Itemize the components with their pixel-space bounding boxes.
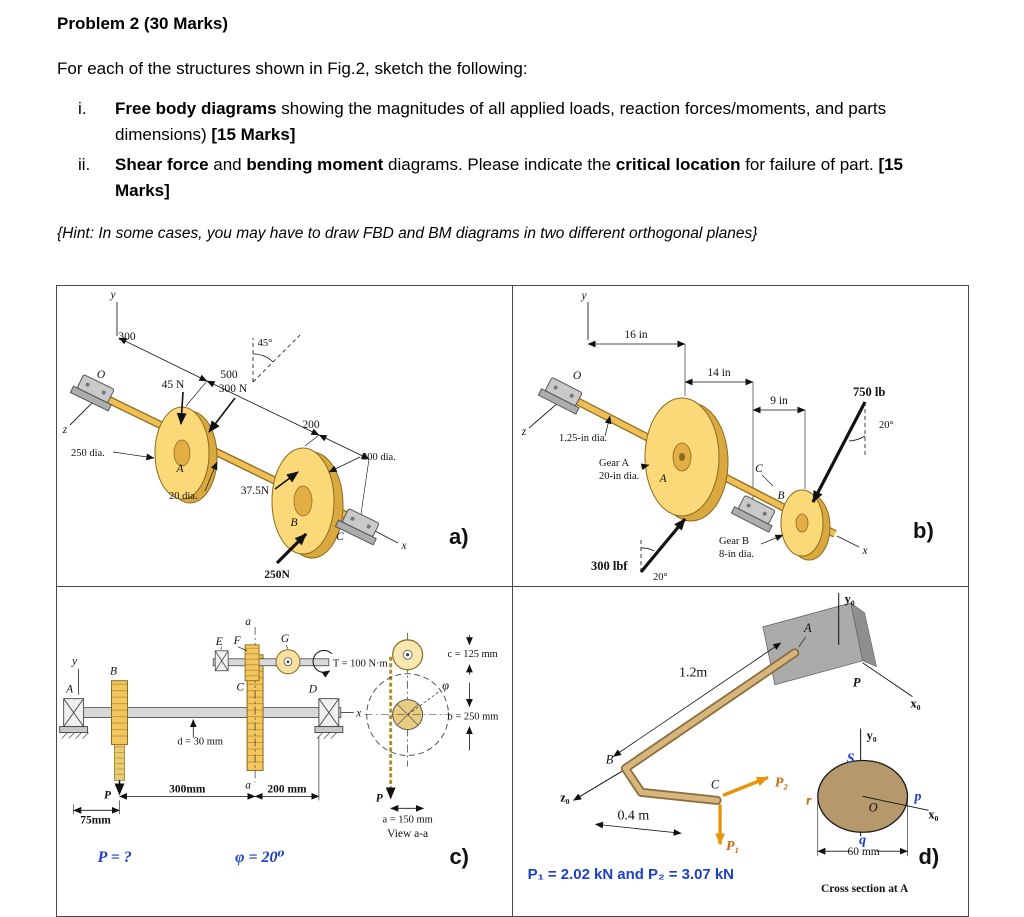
instruction-ii-number: ii. <box>78 155 91 174</box>
dim-a-150-label: a = 150 mm <box>382 814 433 826</box>
point-c-label-c: C <box>236 681 244 694</box>
figure-d-panel <box>512 586 968 916</box>
instruction-ii-text1: and <box>208 155 247 174</box>
axis-y0-cs-label: y₀ <box>866 728 877 743</box>
instruction-ii-bold3: critical location <box>615 155 741 174</box>
chain-left <box>115 745 125 795</box>
instruction-i <box>57 96 962 147</box>
force-300n-label: 300 N <box>218 383 248 395</box>
force-375n-label: 37.5N <box>240 485 270 497</box>
point-a-label-a: A <box>176 463 184 475</box>
panel-letter-b: b) <box>913 518 934 543</box>
instruction-ii-text2: diagrams. Please indicate the <box>383 155 616 174</box>
question-p-label: P = ? <box>97 849 132 867</box>
angle-45-label: 45° <box>257 338 273 349</box>
instruction-ii-bold1: Shear force <box>115 155 209 174</box>
point-c-label-b: C <box>755 463 763 475</box>
instruction-ii-marks: [15 Marks] <box>115 155 904 200</box>
cs-p-label: p <box>914 789 922 805</box>
torque-label: T = 100 N·m <box>332 658 388 670</box>
figure-a-drawing <box>57 286 512 586</box>
question-phi-label: φ = 20⁰ <box>235 849 285 867</box>
axis-y0-top-label: y₀ <box>844 591 855 606</box>
figure-d-drawing <box>513 587 968 916</box>
point-b-label-d: B <box>605 752 614 767</box>
angle-20-top-label: 20° <box>879 420 894 431</box>
gear-a-disc <box>645 398 728 521</box>
dia-300-label: 300 dia. <box>362 452 396 463</box>
instruction-ii <box>57 152 962 203</box>
point-c-label-a: C <box>336 531 344 543</box>
dim-b-250-label: b = 250 mm <box>447 711 499 723</box>
gear-a-name: Gear A <box>599 458 630 469</box>
dim-200-a: 200 <box>302 419 320 431</box>
dim-200mm: 200 mm <box>267 783 307 796</box>
instruction-ii-bold2: bending moment <box>246 155 384 174</box>
phi-label: φ <box>442 678 449 693</box>
cs-q-label: q <box>859 833 867 849</box>
bearing-e <box>215 651 228 671</box>
axis-x0-cs-label: x₀ <box>928 807 939 822</box>
force-p2-label: P₂ <box>774 775 789 791</box>
axis-z0-label: z₀ <box>560 790 570 805</box>
hint-text: {Hint: In some cases, you may have to draw FBD and BM diagrams in two different orthogonal planes} <box>57 225 758 242</box>
point-a-label-d: A <box>803 620 812 635</box>
force-45n-label: 45 N <box>161 379 185 391</box>
point-a-label-b: A <box>659 473 667 485</box>
angle-20-bottom-label: 20° <box>653 572 668 583</box>
dim-300mm: 300mm <box>169 783 206 796</box>
axis-y-label-b: y <box>581 290 587 302</box>
point-b-label-c: B <box>110 665 118 678</box>
gear-b-name: Gear B <box>719 536 750 547</box>
instruction-ii-text3: for failure of part. <box>740 155 879 174</box>
dia-250-label: 250 dia. <box>71 448 105 459</box>
cross-section-caption: Cross section at A <box>820 883 909 896</box>
force-p-right-label: P <box>375 792 383 805</box>
panel-letter-d: d) <box>918 844 940 870</box>
panel-letter-c: c) <box>449 844 469 870</box>
dim-300-a: 300 <box>118 331 136 343</box>
instruction-i-bold1: Free body diagrams <box>115 99 277 118</box>
dimension-lines-c <box>74 737 319 815</box>
gear-a-dia: 20-in dia. <box>599 471 640 482</box>
instruction-i-text <box>115 96 960 147</box>
figure-c-panel <box>57 586 512 916</box>
point-a-label-c: A <box>66 683 74 696</box>
point-b-label-a: B <box>290 517 298 529</box>
pulley-b-disc <box>272 448 343 558</box>
figure-b-drawing <box>513 286 968 586</box>
instruction-i-text1: showing the magnitudes of all applied loads, reaction forces/moments, and parts dimensions) <box>115 99 887 144</box>
gear-g-circle <box>276 650 300 674</box>
support-a <box>60 699 89 739</box>
shaft-dia-label: 1.25-in dia. <box>559 433 608 444</box>
dim-60mm-label: 60 mm <box>847 846 880 859</box>
axis-z-label-b: z <box>521 426 527 438</box>
gear-b-dia: 8-in dia. <box>719 549 754 560</box>
gear-b-disc <box>781 490 830 560</box>
axis-x0-label: x₀ <box>910 696 921 711</box>
force-250n-label: 250N <box>264 569 290 581</box>
pulley-a-disc <box>155 407 217 503</box>
figure-c-drawing <box>57 587 512 916</box>
force-arrows-d <box>720 777 768 844</box>
view-aa-label: View a-a <box>387 828 429 841</box>
dia-20-label: 20 dia. <box>169 491 198 502</box>
section-a-bottom-label: a <box>245 779 251 792</box>
instruction-i-marks: [15 Marks] <box>211 124 296 144</box>
axis-x-label-b: x <box>862 545 868 557</box>
instruction-ii-text <box>115 152 960 203</box>
point-o-label-a: O <box>96 369 106 381</box>
dim-14in: 14 in <box>707 367 731 379</box>
problem-title: Problem 2 (30 Marks) <box>57 14 229 33</box>
dim-0-4m-label: 0.4 m <box>617 808 650 824</box>
point-e-label-c: E <box>215 635 223 648</box>
axis-x-label-c: x <box>356 707 362 720</box>
bearing-o <box>70 373 117 411</box>
top-shaft-c <box>213 659 329 666</box>
force-p1-label: P₁ <box>726 839 740 855</box>
gear-b-rack <box>112 681 128 745</box>
axis-x-label-a: x <box>401 540 407 552</box>
point-g-label-c: G <box>280 632 290 645</box>
figure-2-grid <box>56 285 969 917</box>
figure-a-panel <box>57 286 512 586</box>
dim-9in: 9 in <box>770 395 788 407</box>
intro-text: For each of the structures shown in Fig.2, sketch the following: <box>57 59 528 78</box>
dim-500-a: 500 <box>220 369 238 381</box>
panel-letter-a: a) <box>449 524 469 549</box>
result-text: P₁ = 2.02 kN and P₂ = 3.07 kN <box>527 866 734 884</box>
point-p-label-d: P <box>852 675 861 690</box>
dim-75mm: 75mm <box>80 814 111 827</box>
point-b-label-b: B <box>777 490 785 502</box>
axis-y-label-a: y <box>110 289 116 301</box>
figure-b-panel <box>512 286 968 586</box>
cs-s-label: S <box>846 751 855 767</box>
cs-o-label: O <box>868 800 878 815</box>
axis-z-label-a: z <box>62 424 68 436</box>
dim-1-2m-label: 1.2m <box>679 665 708 681</box>
cs-r-label: r <box>806 793 812 809</box>
instruction-i-number: i. <box>78 99 87 118</box>
force-300lbf-label: 300 lbf <box>591 559 628 573</box>
force-750lb-label: 750 lb <box>853 385 886 399</box>
support-d <box>315 699 343 739</box>
point-d-label-c: D <box>308 683 318 696</box>
dim-16in: 16 in <box>624 329 648 341</box>
shaft-dia-label-c: d = 30 mm <box>177 736 224 748</box>
point-o-label-b: O <box>572 370 582 382</box>
cross-section-drawing <box>818 729 929 857</box>
gear-f-pinion <box>245 645 259 681</box>
section-a-top-label: a <box>245 615 251 628</box>
dim-c-125-label: c = 125 mm <box>447 648 498 660</box>
force-p-left-label: P <box>104 789 112 802</box>
problem-statement <box>57 6 962 243</box>
axis-y-label-c: y <box>72 655 78 668</box>
point-f-label-c: F <box>233 634 241 647</box>
point-c-label-d: C <box>710 777 720 792</box>
